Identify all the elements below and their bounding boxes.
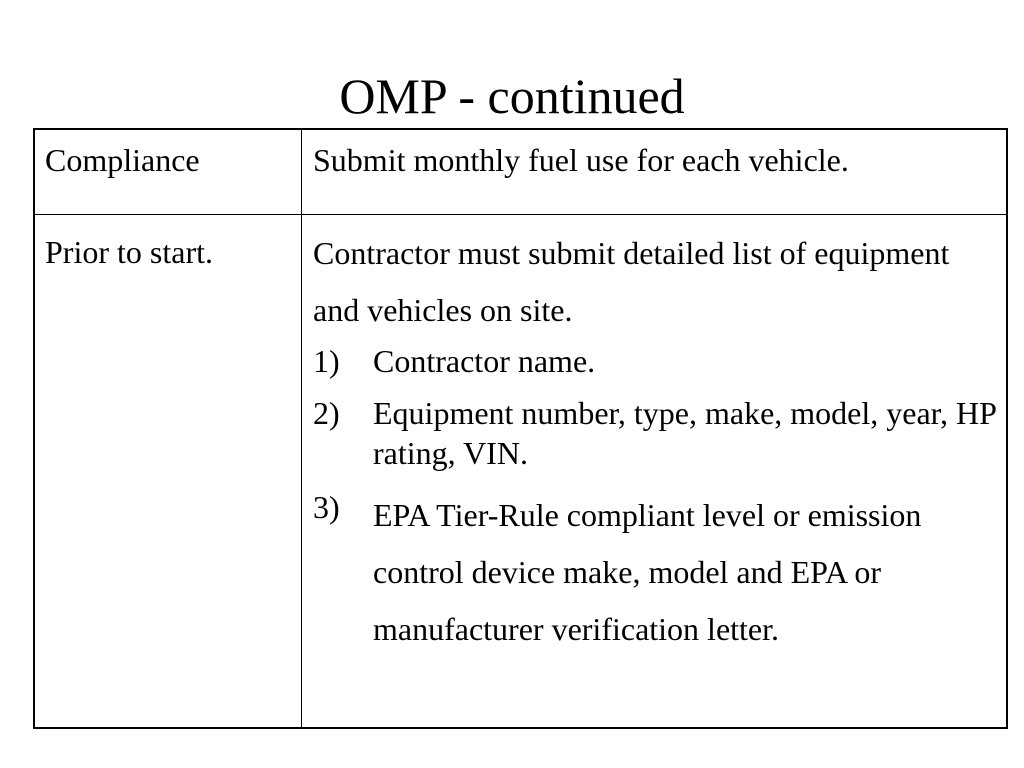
list-item (313, 341, 996, 381)
table-row-compliance (34, 129, 1007, 215)
row-content-compliance: Submit monthly fuel use for each vehicle. (302, 129, 1008, 215)
row-content-prior-to-start (302, 215, 1008, 729)
row-label-prior-to-start: Prior to start. (34, 215, 302, 729)
list-item-number: 1) (313, 343, 340, 379)
list-item-number: 2) (313, 395, 340, 431)
requirements-intro: Contractor must submit detailed list of equipment and vehicles on site. (313, 235, 950, 328)
row-label-compliance: Compliance (34, 129, 302, 215)
list-item-text: Contractor name. (373, 343, 596, 379)
omp-table (33, 128, 1008, 729)
slide-title: OMP - continued (339, 68, 685, 124)
list-item (313, 393, 996, 473)
list-item (313, 487, 996, 658)
list-item-text: Equipment number, type, make, model, year, HP rating, VIN. (373, 395, 996, 471)
table-row-prior-to-start (34, 215, 1007, 729)
list-item-number: 3) (313, 489, 340, 525)
list-item-text: EPA Tier-Rule compliant level or emission control device make, model and EPA or manufacturer verification letter. (373, 497, 922, 647)
